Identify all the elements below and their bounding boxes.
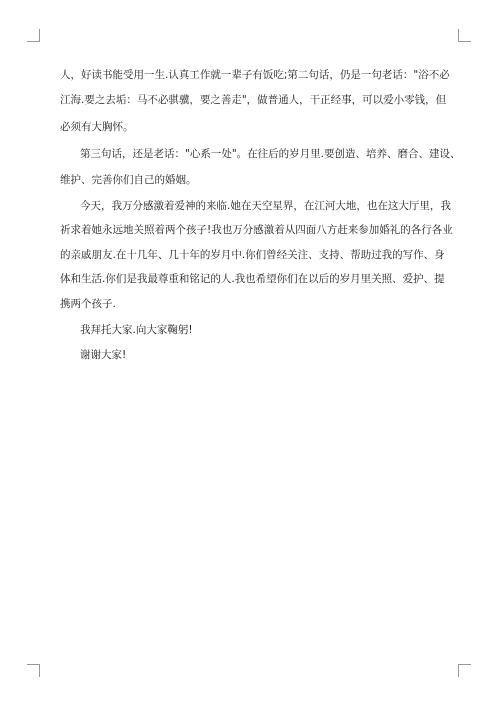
text-line: 携两个孩子. — [60, 298, 116, 310]
text-line: 祈求着她永远地关照着两个孩子!我也万分感激着从四面八方赶来参加婚礼的各行各业 — [60, 224, 453, 236]
text-line: 维护、完善你们自己的婚姻。 — [60, 174, 197, 186]
crop-mark-top-right — [458, 29, 471, 42]
text-line: 第三句话，还是老话："心系一处"。在往后的岁月里.要创造、培养、磨合、建设、 — [80, 148, 461, 160]
text-line: 的亲戚朋友.在十几年、几十年的岁月中.你们曾经关注、支持、帮助过我的写作、身 — [60, 249, 445, 261]
text-line: 我拜托大家.向大家鞠躬! — [80, 324, 193, 336]
crop-mark-bottom-right — [458, 664, 471, 677]
text-line: 必须有大胸怀。 — [60, 121, 134, 133]
text-line: 体和生活.你们是我最尊重和铭记的人.我也希望你们在以后的岁月里关照、爱护、提 — [60, 273, 445, 285]
crop-mark-top-left — [27, 29, 40, 42]
text-line: 今天，我万分感激着爱神的来临.她在天空星界，在江河大地，也在这大厅里，我 — [80, 200, 451, 212]
text-line: 江海.要之去垢：马不必骐骥，要之善走"，做普通人，干正经事，可以爱小零钱，但 — [60, 94, 447, 106]
text-line: 人，好读书能受用一生.认真工作就一辈子有饭吃;第二句话，仍是一句老话："浴不必 — [60, 69, 450, 81]
crop-mark-bottom-left — [27, 664, 40, 677]
text-line: 谢谢大家! — [80, 349, 127, 361]
